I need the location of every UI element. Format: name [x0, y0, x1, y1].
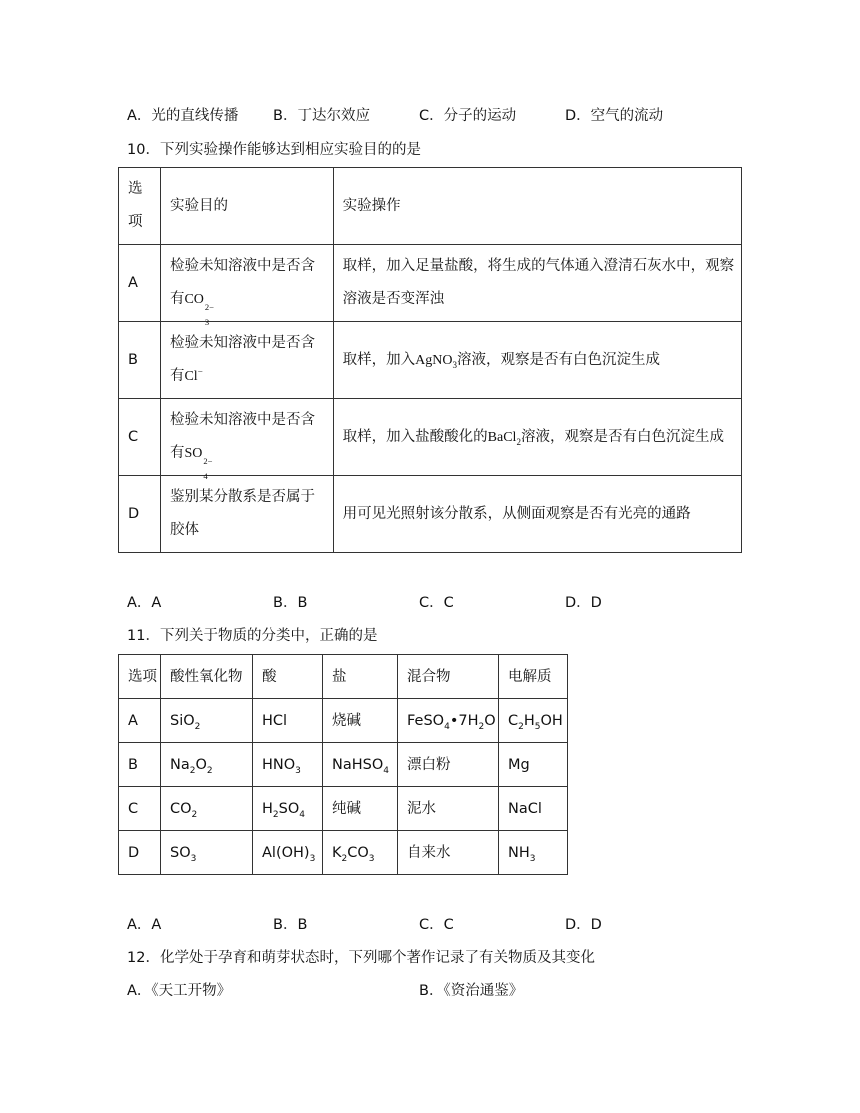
row-option: C	[119, 399, 161, 476]
table-row	[119, 322, 742, 399]
row-option: D	[119, 476, 161, 553]
q12-option-a: A．《天工开物》	[127, 983, 232, 999]
table-row	[119, 831, 568, 875]
table-cell: NaHSO$_4$	[323, 743, 398, 787]
header-cell: 选项	[119, 655, 161, 699]
header-operation: 实验操作	[333, 168, 741, 245]
q11-option-d: D．D	[565, 917, 602, 933]
table-row	[119, 787, 568, 831]
q9-option-d: D．空气的流动	[565, 108, 664, 124]
q9-option-a: A．光的直线传播	[127, 108, 239, 124]
table-cell: $C_2H_5OH$	[499, 699, 568, 743]
q11-option-c: C．C	[419, 917, 454, 933]
table-header-row	[119, 655, 568, 699]
table-cell: C	[119, 787, 161, 831]
table-cell: D	[119, 831, 161, 875]
q10-option-c: C．C	[419, 595, 454, 611]
table-cell: SiO$_2$	[161, 699, 253, 743]
header-cell: 酸	[253, 655, 323, 699]
table-cell: $SO_3$	[161, 831, 253, 875]
header-cell: 盐	[323, 655, 398, 699]
table-cell: HCl	[253, 699, 323, 743]
row-purpose: 检验未知溶液中是否含 有Cl−	[160, 322, 333, 399]
table-cell: Mg	[499, 743, 568, 787]
q10-stem: 10．下列实验操作能够达到相应实验目的的是	[127, 142, 421, 158]
q10-option-d: D．D	[565, 595, 602, 611]
table-cell: NaCl	[499, 787, 568, 831]
table-cell: $NH_3$	[499, 831, 568, 875]
q12-option-b: B．《资治通鉴》	[419, 983, 524, 999]
header-cell: 电解质	[499, 655, 568, 699]
table-cell: $CO_2$	[161, 787, 253, 831]
header-cell: 混合物	[398, 655, 499, 699]
table-cell: 自来水	[398, 831, 499, 875]
table-cell: B	[119, 743, 161, 787]
row-purpose: 鉴别某分散系是否属于 胶体	[160, 476, 333, 553]
table-cell: $H_2SO_4$	[253, 787, 323, 831]
q11-table	[118, 654, 568, 875]
table-row	[119, 699, 568, 743]
table-cell: $HNO_3$	[253, 743, 323, 787]
row-operation: 取样，加入AgNO$_3$溶液，观察是否有白色沉淀生成	[333, 322, 741, 399]
table-row	[119, 245, 742, 322]
table-cell: $Al(OH)_3$	[253, 831, 323, 875]
table-cell: $Na_2O_2$	[161, 743, 253, 787]
row-operation: 取样，加入盐酸酸化的BaCl$_2$溶液，观察是否有白色沉淀生成	[333, 399, 741, 476]
table-cell: 漂白粉	[398, 743, 499, 787]
table-cell: 纯碱	[323, 787, 398, 831]
q9-option-c: C．分子的运动	[419, 108, 517, 124]
row-operation: 用可见光照射该分散系，从侧面观察是否有光亮的通路	[333, 476, 741, 553]
row-option: B	[119, 322, 161, 399]
table-row	[119, 399, 742, 476]
row-purpose: 检验未知溶液中是否含 有CO 2− 3	[160, 245, 333, 322]
q10-option-a: A．A	[127, 595, 162, 611]
header-purpose: 实验目的	[160, 168, 333, 245]
header-cell: 酸性氧化物	[161, 655, 253, 699]
table-cell: $K_2CO_3$	[323, 831, 398, 875]
table-cell: A	[119, 699, 161, 743]
header-option: 选 项	[119, 168, 161, 245]
table-header-row	[119, 168, 742, 245]
table-row	[119, 476, 742, 553]
q9-option-b: B．丁达尔效应	[273, 108, 370, 124]
q10-option-b: B．B	[273, 595, 308, 611]
table-cell: 烧碱	[323, 699, 398, 743]
row-operation: 取样，加入足量盐酸，将生成的气体通入澄清石灰水中，观察 溶液是否变浑浊	[333, 245, 741, 322]
q10-table	[118, 167, 742, 553]
table-cell: $FeSO_4•7H_2O$	[398, 699, 499, 743]
q11-option-b: B．B	[273, 917, 308, 933]
table-cell: 泥水	[398, 787, 499, 831]
row-option: A	[119, 245, 161, 322]
q12-stem: 12．化学处于孕育和萌芽状态时，下列哪个著作记录了有关物质及其变化	[127, 950, 595, 966]
q11-stem: 11．下列关于物质的分类中，正确的是	[127, 628, 378, 644]
row-purpose: 检验未知溶液中是否含 有SO 2− 4	[160, 399, 333, 476]
q11-option-a: A．A	[127, 917, 162, 933]
table-row	[119, 743, 568, 787]
